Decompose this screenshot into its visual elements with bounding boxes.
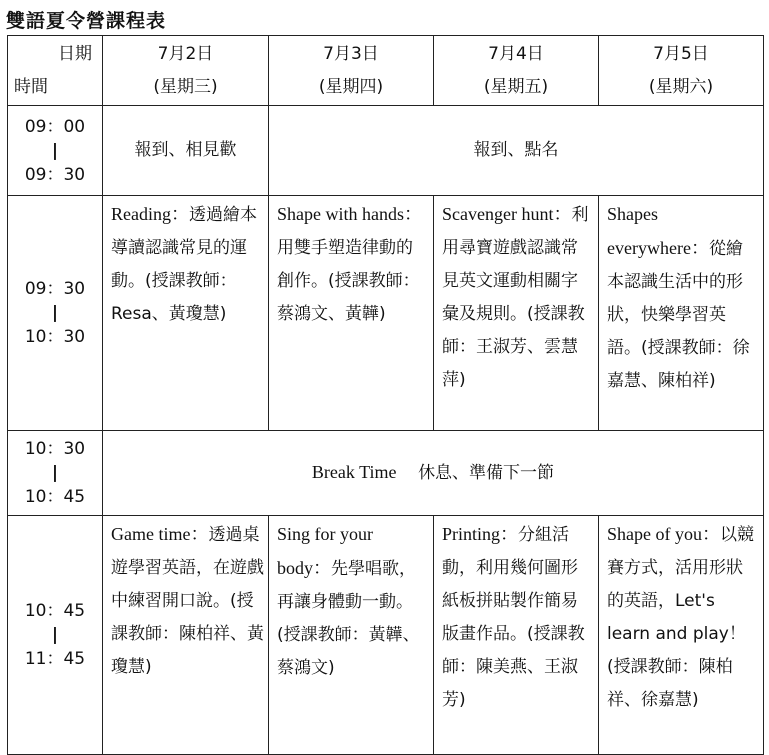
session-title: Reading： [111,204,189,224]
day-weekday: (星期三) [153,77,218,97]
session-cell [103,196,269,431]
session-description: 分組活動，利用幾何圖形紙板拼貼製作簡易版畫作品。 [442,525,578,644]
session-title: Printing： [442,524,519,544]
session-title: Scavenger hunt： [442,204,572,224]
day-header-4 [599,36,764,106]
session-title: Shape with hands： [277,204,422,224]
day-date: 7月2日 [157,44,214,64]
session-cell [599,516,764,755]
time-separator: | [51,463,59,483]
time-slot-4 [8,516,103,755]
session-description: 先學唱歌，再讓身體動一動。 [277,559,416,612]
corner-header-cell [8,36,103,106]
day-weekday: (星期六) [648,77,714,97]
time-axis-label: 時間 [14,77,48,97]
session-description: 以競賽方式，活用形狀的英語，Let's learn and play！ [607,525,754,644]
table-row [8,196,764,431]
schedule-table [7,35,764,755]
day-header-1 [103,36,269,106]
date-axis-label: 日期 [58,44,92,64]
session-cell [434,516,599,755]
session-teacher: (授課教師：陳柏祥、黃瓊慧) [111,591,264,677]
table-row [8,516,764,755]
day-date: 7月5日 [653,44,709,64]
day-header-3 [434,36,599,106]
session-teacher: (授課教師：黃韡、蔡鴻文) [277,625,420,678]
day-date: 7月4日 [488,44,544,64]
session-cell [599,196,764,431]
day-weekday: (星期四) [318,77,384,97]
session-description: 透過繪本導讀認識常見的運動。 [111,205,257,291]
time-end: 11：45 [24,649,86,669]
break-label-zh: 休息、準備下一節 [418,463,555,483]
time-end: 09：30 [24,164,86,185]
time-start: 10：45 [24,601,86,621]
time-separator: | [51,140,59,161]
time-end: 10：30 [24,327,86,347]
session-title: Sing for your body： [277,524,373,578]
break-label-en: Break Time [311,462,397,482]
session-cell [269,516,434,755]
table-row [8,431,764,516]
session-title: Game time： [111,524,209,544]
session-title: Shapes everywhere： [607,204,709,258]
time-end: 10：45 [24,487,86,507]
page-title: 雙語夏令營課程表 [6,10,167,32]
session-description: 從繪本認識生活中的形狀，快樂學習英語。 [607,239,743,358]
time-slot-1 [8,106,103,196]
checkin-cell-days2to4: 報到、點名 [269,106,764,196]
break-cell [103,431,764,516]
checkin-cell-day1: 報到、相見歡 [103,106,269,196]
session-teacher: (授課教師：陳美燕、王淑芳) [442,624,585,710]
session-teacher: (授課教師：王淑芳、雲慧萍) [442,304,585,390]
session-description: 利用尋寶遊戲認識常見英文運動相關字彙及規則。 [442,205,589,324]
time-separator: | [51,625,59,645]
time-start: 09：00 [24,116,86,137]
session-teacher: (授課教師：陳柏祥、徐嘉慧) [607,657,733,710]
time-start: 09：30 [24,279,86,299]
table-row [8,106,764,196]
day-header-2 [269,36,434,106]
session-teacher: (授課教師：蔡鴻文、黃韡) [277,271,420,324]
session-teacher: (授課教師：Resa、黃瓊慧) [111,271,237,324]
header-row [8,36,764,106]
session-cell [103,516,269,755]
session-description: 透過桌遊學習英語，在遊戲中練習開口說。 [111,525,264,611]
time-slot-3 [8,431,103,516]
session-cell [269,196,434,431]
session-teacher: (授課教師：徐嘉慧、陳柏祥) [607,338,750,391]
session-title: Shape of you： [607,524,720,544]
day-date: 7月3日 [323,44,379,64]
time-separator: | [51,303,59,323]
session-cell [434,196,599,431]
time-start: 10：30 [24,439,86,459]
day-weekday: (星期五) [483,77,549,97]
time-slot-2 [8,196,103,431]
session-description: 用雙手塑造律動的創作。 [277,238,413,291]
